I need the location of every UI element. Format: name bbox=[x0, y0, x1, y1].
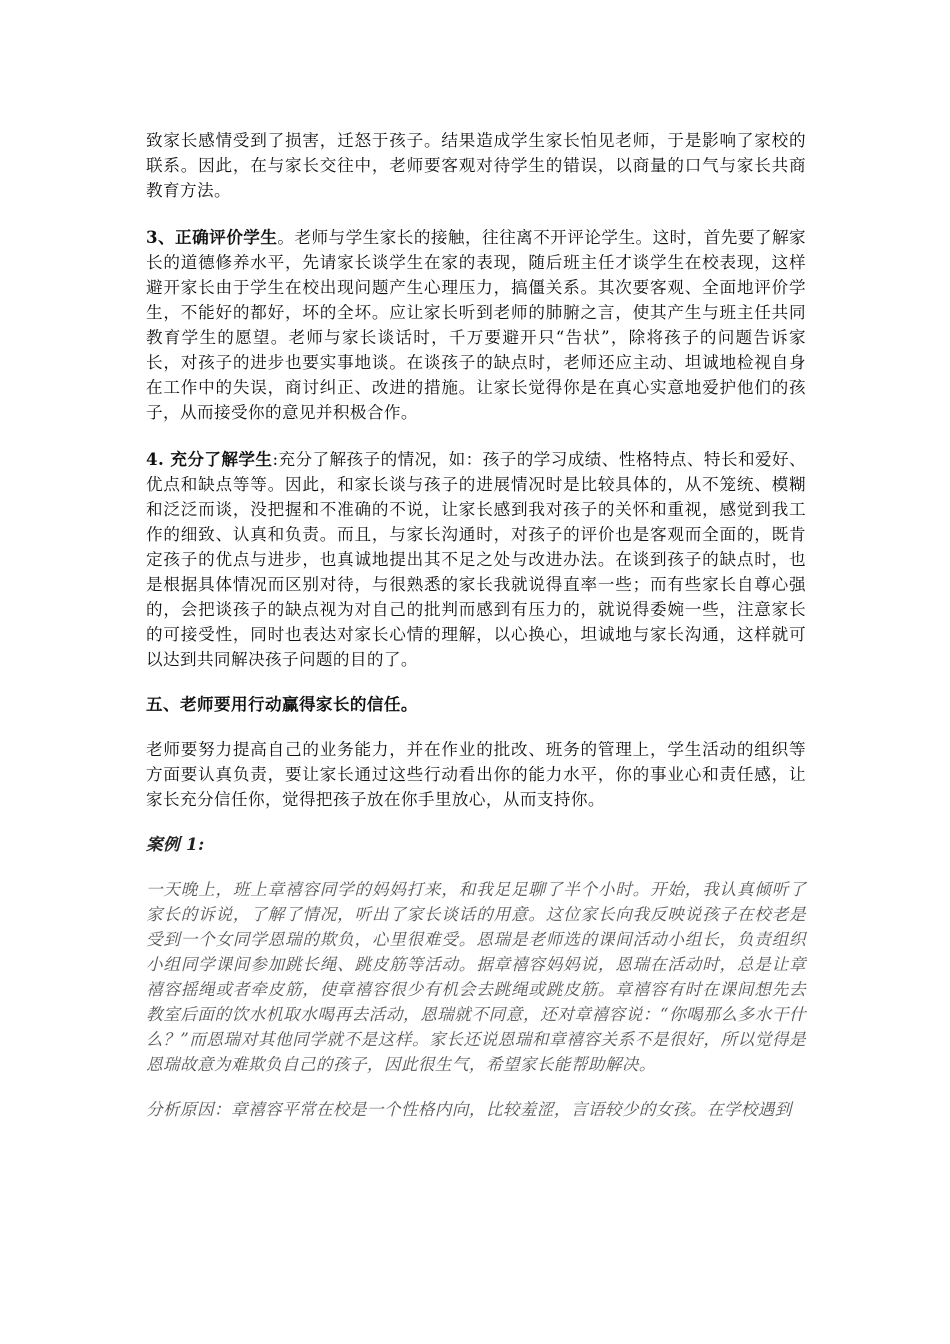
document-page bbox=[146, 128, 806, 1122]
paragraph-continuation: 致家长感情受到了损害，迁怒于孩子。结果造成学生家长怕见老师，于是影响了家校的联系。因此，在与家长交往中，老师要客观对待学生的错误，以商量的口气与家长共商教育方法。 bbox=[146, 131, 806, 200]
heading-evaluate-students: 3、正确评价学生 bbox=[146, 227, 278, 247]
section-heading-five-text: 五、老师要用行动赢得家长的信任。 bbox=[146, 694, 418, 714]
text-understand-students: :充分了解孩子的情况，如：孩子的学习成绩、性格特点、特长和爱好、优点和缺点等等。因此，和家长谈与孩子的进展情况时是比较具体的，从不笼统、模糊和泛泛而谈，没把握和不准确的不说，让家长感到我对孩子的关怀和重视，感觉到我工作的细致、认真和负责。而且，与家长沟通时，对孩子的评价也是客观而全面的，既肯定孩子的优点与进步，也真诚地提出其不足之处与改进办法。在谈到孩子的缺点时，也是根据具体情况而区别对待，与很熟悉的家长我就说得直率一些；而有些家长自尊心强的，会把谈孩子的缺点视为对自己的批判而感到有压力的，就说得委婉一些，注意家长的可接受性，同时也表达对家长心情的理解，以心换心，坦诚地与家长沟通，这样就可以达到共同解决孩子问题的目的了。 bbox=[146, 450, 806, 669]
paragraph-evaluate-students bbox=[146, 225, 806, 425]
case-text: 一天晚上，班上章禧容同学的妈妈打来，和我足足聊了半个小时。开始，我认真倾听了家长的诉说，了解了情况，听出了家长谈话的用意。这位家长向我反映说孩子在校老是受到一个女同学恩瑞的欺负，心里很难受。恩瑞是老师选的课间活动小组长，负责组织小组同学课间参加跳长绳、跳皮筋等活动。据章禧容妈妈说，恩瑞在活动时，总是让章禧容摇绳或者牵皮筋，使章禧容很少有机会去跳绳或跳皮筋。章禧容有时在课间想先去教室后面的饮水机取水喝再去活动，恩瑞就不同意，还对章禧容说：“你喝那么多水干什么？”而恩瑞对其他同学就不是这样。家长还说恩瑞和章禧容关系不是很好，所以觉得是恩瑞故意为难欺负自己的孩子，因此很生气，希望家长能帮助解决。 bbox=[146, 880, 806, 1074]
paragraph-teacher-action: 老师要努力提高自己的业务能力，并在作业的批改、班务的管理上，学生活动的组织等方面要认真负责，要让家长通过这些行动看出你的能力水平，你的事业心和责任感，让家长充分信任你，觉得把孩子放在你手里放心，从而支持你。 bbox=[146, 740, 806, 809]
paragraph-understand-students bbox=[146, 447, 806, 672]
heading-understand-students: 4. 充分了解学生 bbox=[146, 449, 273, 469]
section-heading-five bbox=[146, 692, 806, 717]
text-evaluate-students: 。老师与学生家长的接触，往往离不开评论学生。这时，首先要了解家长的道德修养水平，先请家长谈学生在家的表现，随后班主任才谈学生在校表现，这样避开家长由于学生在校出现问题产生心理压力，搞僵关系。其次要客观、全面地评价学生，不能好的都好，坏的全坏。应让家长听到老师的肺腑之言，使其产生与班主任共同教育学生的愿望。老师与家长谈话时，千万要避开只“告状”，除将孩子的问题告诉家长，对孩子的进步也要实事地谈。在谈孩子的缺点时，老师还应主动、坦诚地检视自身在工作中的失误，商讨纠正、改进的措施。让家长觉得你是在真心实意地爱护他们的孩子，从而接受你的意见并积极合作。 bbox=[146, 228, 806, 422]
analysis-text: 分析原因：章禧容平常在校是一个性格内向，比较羞涩，言语较少的女孩。在学校遇到 bbox=[146, 1100, 792, 1119]
case-title: 案例 1: bbox=[146, 834, 205, 854]
